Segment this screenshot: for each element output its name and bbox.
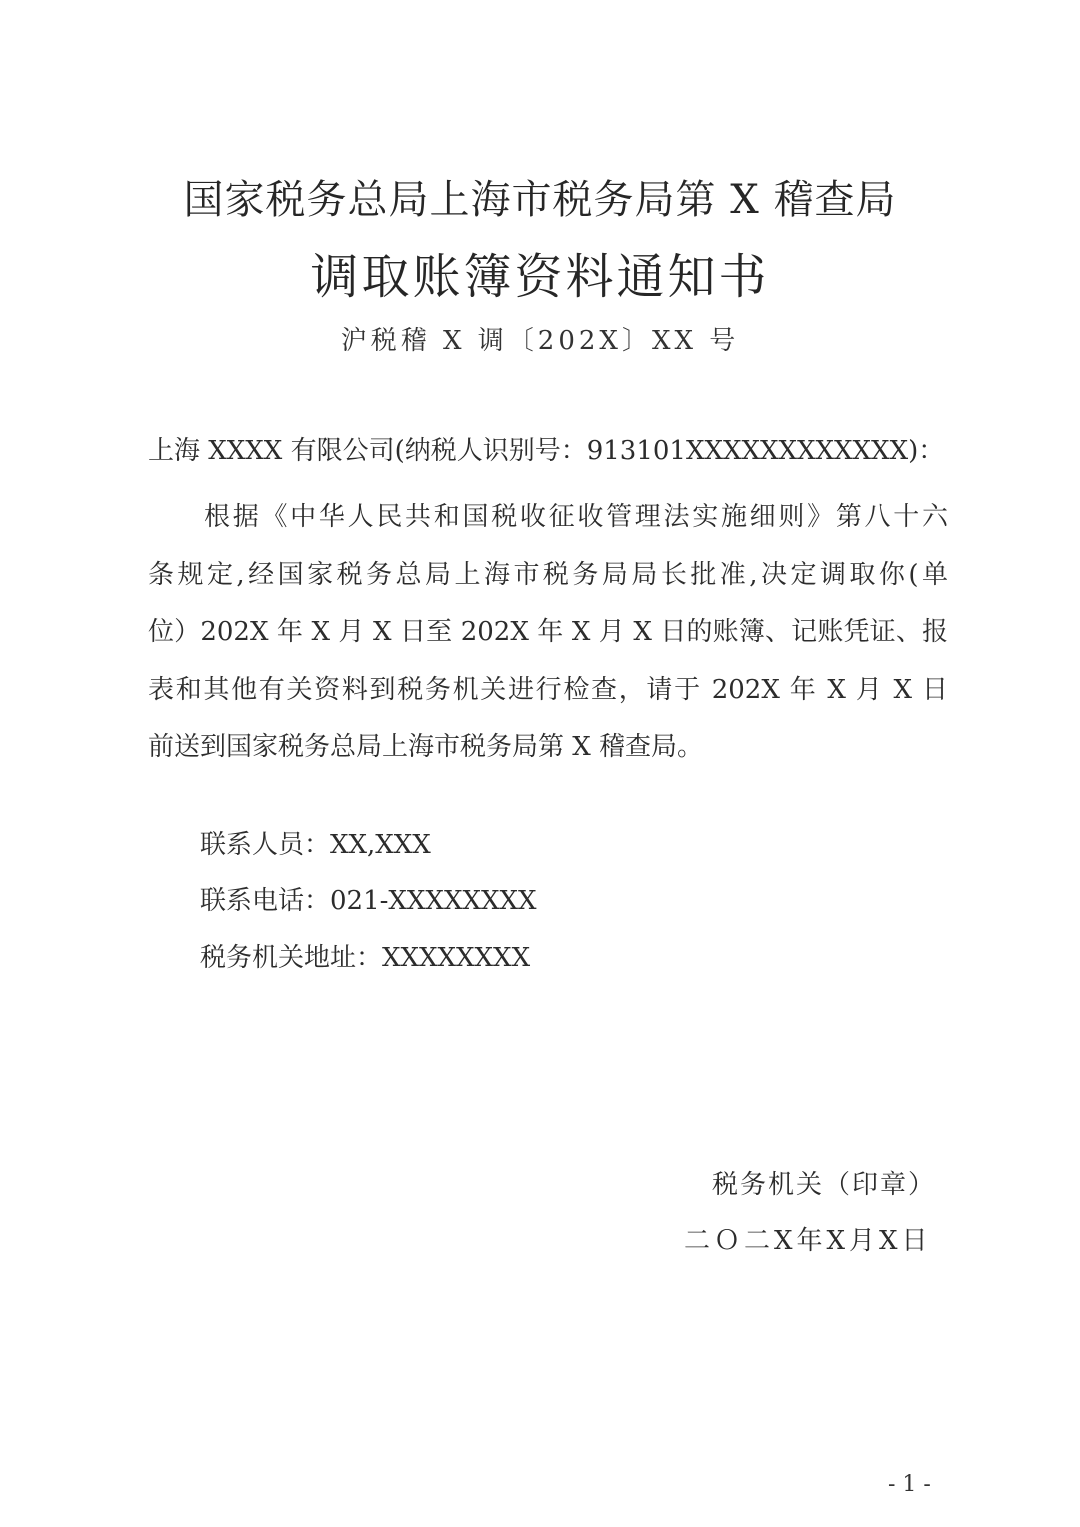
recipient-line: 上海 XXXX 有限公司(纳税人识别号：913101XXXXXXXXXXXX)： [148, 436, 945, 466]
body-line: 前送到国家税务总局上海市税务局第 X 稽查局。 [148, 732, 704, 762]
body-line: 条规定,经国家税务总局上海市税务局局长批准,决定调取你(单 [148, 559, 948, 590]
notice-body [148, 489, 948, 777]
issue-date: 二Ｏ二X年X月X日 [684, 1226, 932, 1256]
notice-title: 调取账簿资料通知书 [310, 249, 770, 305]
contact-person: 联系人员：XX,XXX [200, 830, 431, 860]
body-line: 根据《中华人民共和国税收征收管理法实施细则》第八十六 [204, 502, 948, 532]
issuing-authority-title: 国家税务总局上海市税务局第 X 稽查局 [183, 177, 897, 223]
contact-phone: 联系电话：021-XXXXXXXX [200, 886, 537, 916]
authority-address: 税务机关地址：XXXXXXXX [200, 943, 531, 973]
page-number: - 1 - [888, 1472, 931, 1497]
issuer-seal-line: 税务机关（印章） [712, 1170, 937, 1200]
body-line: 表和其他有关资料到税务机关进行检查，请于 202X 年 X 月 X 日 [148, 674, 948, 705]
body-line: 位）202X 年 X 月 X 日至 202X 年 X 月 X 日的账簿、记账凭证、报 [148, 617, 948, 647]
document-number: 沪税稽 X 调〔202X〕XX 号 [340, 326, 740, 356]
